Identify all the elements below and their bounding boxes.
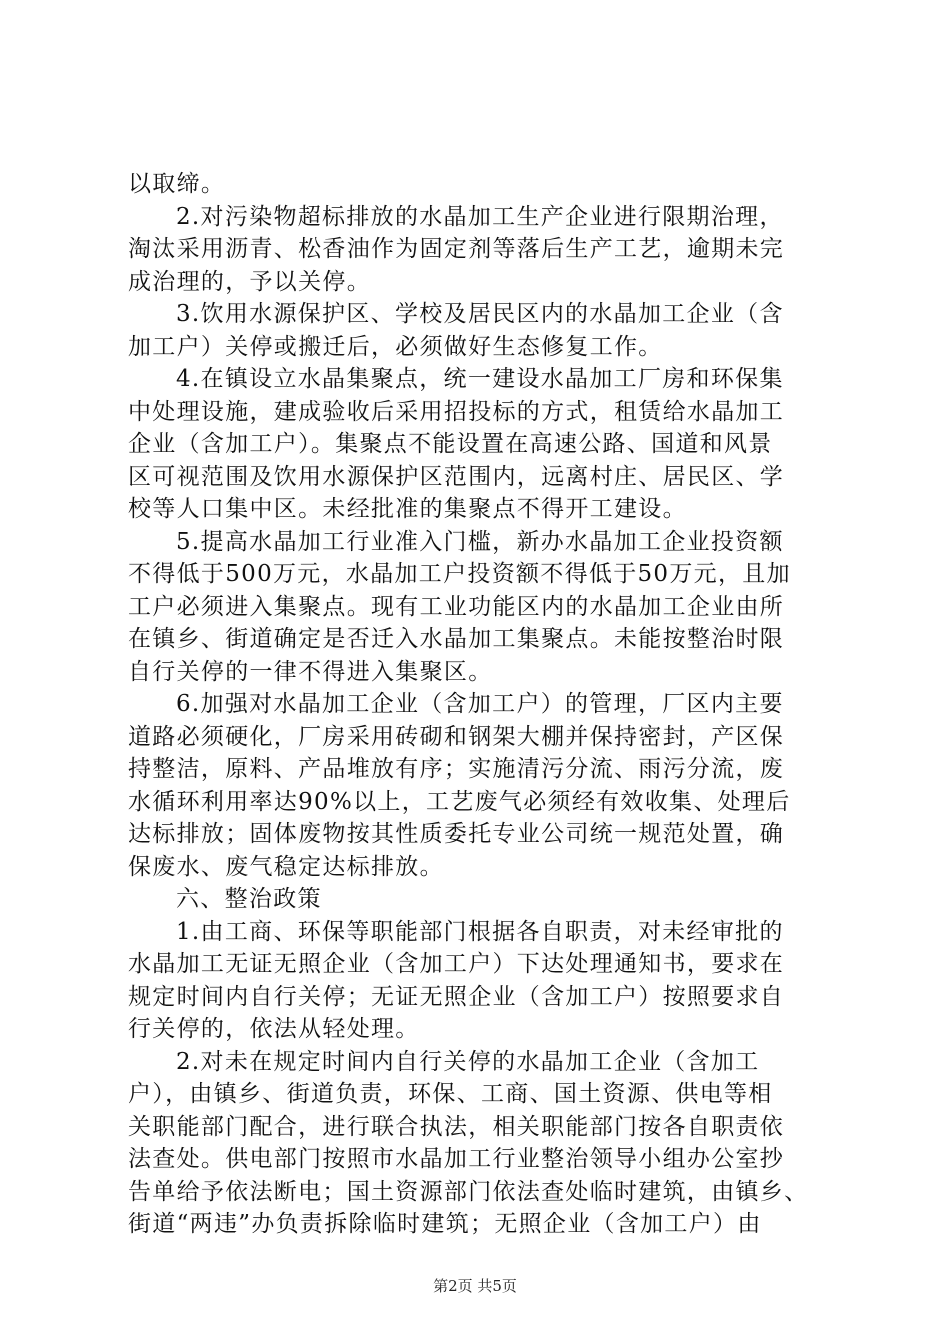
- text-line: 法查处。供电部门按照市水晶加工行业整治领导小组办公室抄: [128, 1146, 785, 1172]
- text-line: 1.由工商、环保等职能部门根据各自职责，对未经审批的: [176, 918, 784, 945]
- text-line: 4.在镇设立水晶集聚点，统一建设水晶加工厂房和环保集: [176, 366, 784, 392]
- text-line: 达标排放；固体废物按其性质委托专业公司统一规范处置，确: [128, 821, 785, 847]
- text-line: 水晶加工无证无照企业（含加工户）下达处理通知书，要求在: [128, 951, 785, 977]
- page-footer: 第2页 共5页: [433, 1277, 517, 1295]
- text-line: 持整洁，原料、产品堆放有序；实施清污分流、雨污分流，废: [128, 756, 785, 782]
- text-line: 中处理设施，建成验收后采用招投标的方式，租赁给水晶加工: [128, 398, 785, 425]
- text-line: 自行关停的一律不得进入集聚区。: [128, 658, 493, 685]
- text-line: 户），由镇乡、街道负责，环保、工商、国土资源、供电等相: [128, 1081, 773, 1107]
- text-line: 不得低于500万元，水晶加工户投资额不得低于50万元，且加: [128, 561, 791, 587]
- text-line: 六、整治政策: [176, 886, 322, 912]
- text-line: 行关停的，依法从轻处理。: [128, 1016, 420, 1042]
- text-line: 规定时间内自行关停；无证无照企业（含加工户）按照要求自: [128, 983, 785, 1010]
- text-line: 5.提高水晶加工行业准入门槛，新办水晶加工企业投资额: [176, 528, 784, 555]
- text-line: 6.加强对水晶加工企业（含加工户）的管理，厂区内主要: [176, 691, 784, 717]
- text-line: 以取缔。: [128, 171, 226, 197]
- text-line: 3.饮用水源保护区、学校及居民区内的水晶加工企业（含: [176, 301, 784, 327]
- text-line: 2.对未在规定时间内自行关停的水晶加工企业（含加工: [176, 1048, 760, 1075]
- text-line: 加工户）关停或搬迁后，必须做好生态修复工作。: [128, 333, 663, 360]
- text-line: 工户必须进入集聚点。现有工业功能区内的水晶加工企业由所: [128, 593, 785, 620]
- text-line: 2.对污染物超标排放的水晶加工生产企业进行限期治理，: [176, 203, 784, 230]
- text-line: 在镇乡、街道确定是否迁入水晶加工集聚点。未能按整治时限: [128, 626, 785, 652]
- text-line: 水循环利用率达90%以上，工艺废气必须经有效收集、处理后: [128, 788, 791, 815]
- document-body: [128, 168, 838, 1241]
- text-line: 企业（含加工户）。集聚点不能设置在高速公路、国道和风景: [128, 431, 773, 457]
- text-line: 街道“两违”办负责拆除临时建筑；无照企业（含加工户）由: [128, 1211, 762, 1237]
- text-line: 校等人口集中区。未经批准的集聚点不得开工建设。: [128, 496, 687, 522]
- text-line: 保废水、废气稳定达标排放。: [128, 853, 444, 880]
- text-line: 告单给予依法断电；国土资源部门依法查处临时建筑，由镇乡、: [128, 1178, 809, 1205]
- text-line: 道路必须硬化，厂房采用砖砌和钢架大棚并保持密封，产区保: [128, 723, 785, 750]
- text-line: 关职能部门配合，进行联合执法，相关职能部门按各自职责依: [128, 1113, 785, 1140]
- text-line: 成治理的，予以关停。: [128, 268, 371, 295]
- text-line: 淘汰采用沥青、松香油作为固定剂等落后生产工艺，逾期未完: [128, 236, 785, 262]
- text-line: 区可视范围及饮用水源保护区范围内，远离村庄、居民区、学: [128, 463, 785, 490]
